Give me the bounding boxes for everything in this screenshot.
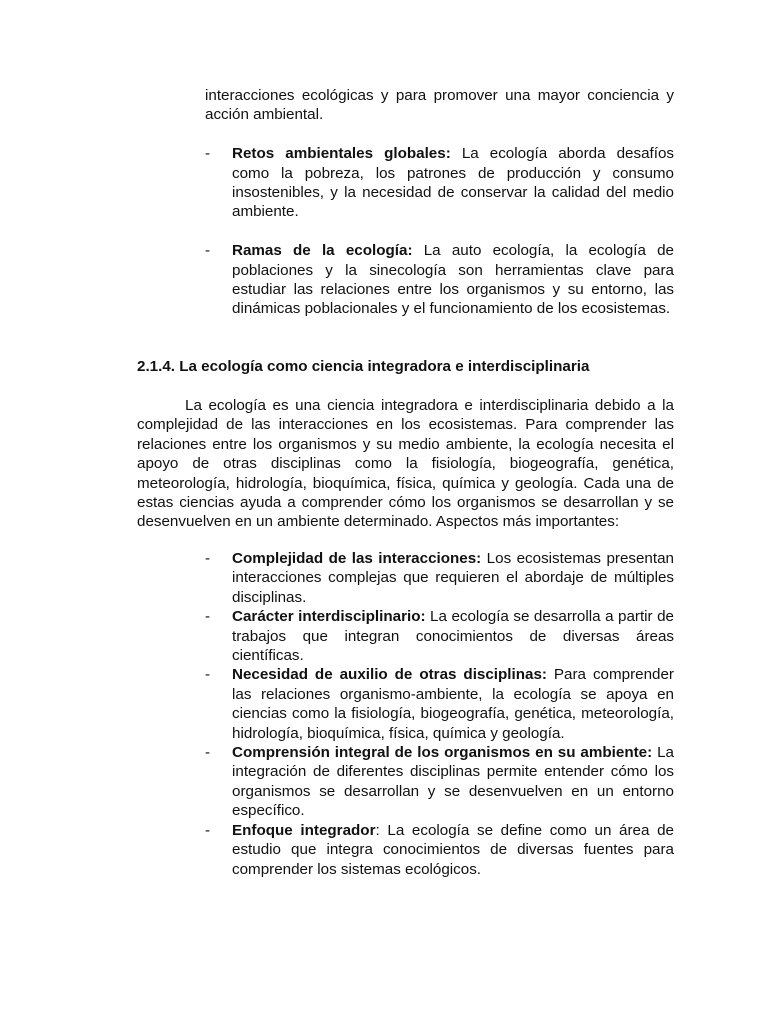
list-item-body: La ecología aborda desafíos como la pobreza, los patrones de producción y consumo insostenibles, y la necesidad de conservar la calidad del medio ambiente. (232, 145, 674, 221)
list-item-term: Ramas de la ecología: (232, 242, 413, 260)
bullet-dash: - (205, 608, 211, 626)
list-item-term: Comprensión integral de los organismos en su ambiente: (232, 744, 653, 762)
list-item (205, 144, 674, 222)
list-item (205, 743, 674, 821)
bullet-dash: - (205, 242, 211, 260)
list-item-term: Retos ambientales globales: (232, 145, 451, 163)
list-item-text (232, 821, 674, 879)
bullet-dash: - (205, 821, 211, 839)
continuation-text: interacciones ecológicas y para promover una mayor conciencia y acción ambiental. (205, 87, 674, 124)
list-item-body: Los ecosistemas presentan interacciones complejas que requieren el abordaje de múltiples disciplinas. (232, 550, 674, 606)
list-item-body: : La ecología se define como un área de estudio que integra conocimientos de diversas fuentes para comprender los sistemas ecológicos. (232, 821, 674, 878)
bullet-dash: - (205, 666, 211, 684)
list-item (205, 549, 674, 607)
list-item-text (232, 665, 674, 743)
list-item-text (232, 607, 674, 665)
spacer (205, 222, 674, 241)
list-item-term: Complejidad de las interacciones: (232, 550, 482, 567)
top-bullet-list (205, 86, 674, 319)
list-item-text (232, 241, 674, 319)
list-item-body: Para comprender las relaciones organismo-ambiente, la ecología se apoya en ciencias como la fisiología, biogeografía, genética, meteorología, hidrología, bioquímica, física, química y geología. (232, 666, 674, 742)
list-item (205, 241, 674, 319)
list-item-term: Carácter interdisciplinario: (232, 608, 426, 626)
bullet-dash: - (205, 744, 211, 762)
list-item-text (232, 144, 674, 222)
list-item (205, 665, 674, 743)
list-item-text (232, 549, 674, 607)
list-item (205, 821, 674, 879)
bottom-bullet-list (205, 549, 674, 879)
section-heading: 2.1.4. La ecología como ciencia integradora e interdisciplinaria (137, 358, 590, 375)
list-item-text (232, 743, 674, 821)
spacer (205, 125, 674, 144)
bullet-dash: - (205, 145, 211, 163)
list-item-body: La ecología se desarrolla a partir de trabajos que integran conocimientos de diversas áreas científicas. (232, 608, 674, 665)
list-item-term: Enfoque integrador (232, 821, 376, 839)
body-paragraph: La ecología es una ciencia integradora e interdisciplinaria debido a la complejidad de las interacciones en los ecosistemas. Para comprender las relaciones entre los organismos y su medio ambiente, la ecología necesita el apoyo de otras disciplinas como la fisiología, biogeografía, genética, meteorología, hidrología, bioquímica, física, química y geología. Cada una de estas ciencias ayuda a comprender cómo los organismos se desarrollan y se desenvuelven en un ambiente determinado. Aspectos más importantes: (137, 397, 674, 531)
bullet-dash: - (205, 550, 211, 567)
list-item (205, 607, 674, 665)
list-item-body: La integración de diferentes disciplinas permite entender cómo los organismos se desarrollan y se desenvuelven en un entorno específico. (232, 744, 674, 820)
list-item-term: Necesidad de auxilio de otras disciplinas: (232, 666, 547, 684)
list-item-body: La auto ecología, la ecología de poblaciones y la sinecología son herramientas clave para estudiar las relaciones entre los organismos y su entorno, las dinámicas poblacionales y el funcionamiento de los ecosistemas. (232, 242, 675, 318)
